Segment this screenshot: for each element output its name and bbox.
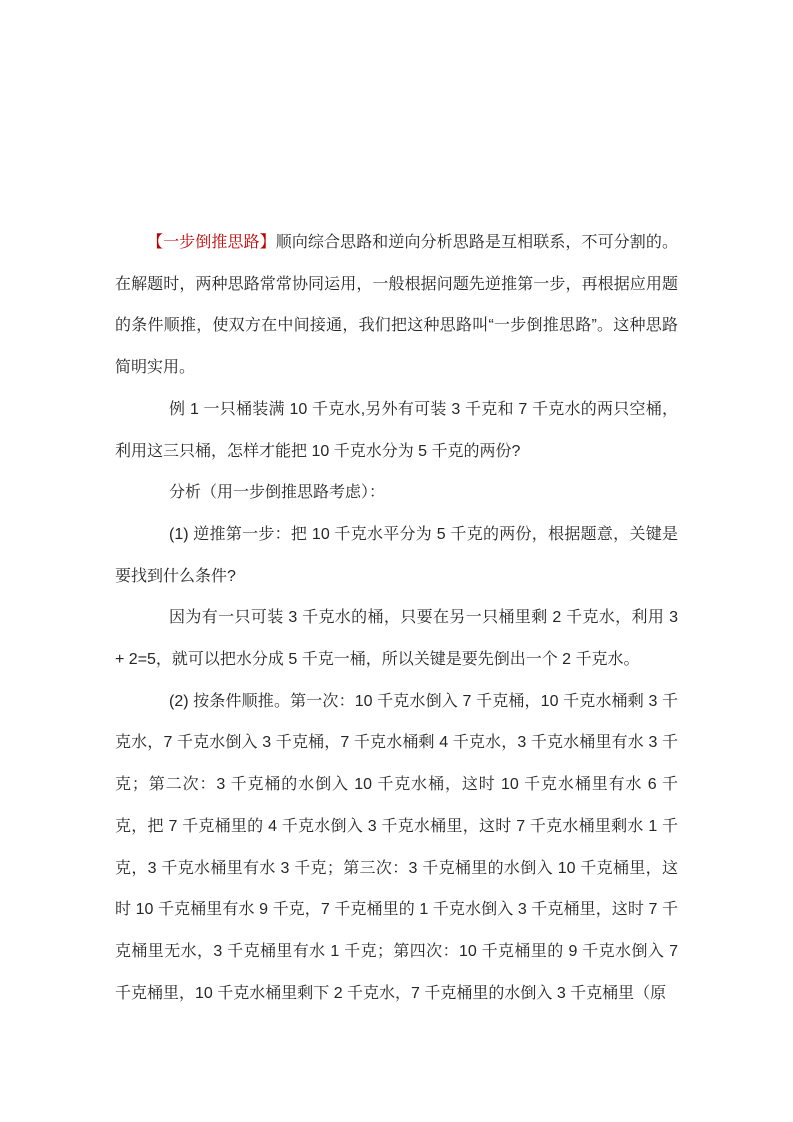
document-body — [115, 222, 678, 1014]
step-1-reverse-paragraph — [115, 514, 678, 597]
section-heading-bracket: 【一步倒推思路】 — [147, 234, 276, 251]
example-1-paragraph — [115, 389, 678, 472]
step-2-forward-paragraph — [115, 681, 678, 1015]
step-2-forward-text: (2) 按条件顺推。第一次：10 千克水倒入 7 千克桶，10 千克水桶剩 3 千克水，7 千克水倒入 3 千克桶，7 千克水桶剩 4 千克水，3 千克水桶里有水 3 千克；第二次：3 千克桶的水倒入 10 千克水桶，这时 10 千克水桶里有水 6 千克，把 7 千克桶里的 4 千克水倒入 3 千克水桶里，这时 7 千克水桶里剩水 1 千克，3 千克水桶里有水 3 千克；第三次：3 千克桶里的水倒入 10 千克桶里，这时 10 千克桶里有水 9 千克，7 千克桶里的 1 千克水倒入 3 千克桶里，这时 7 千克桶里无水，3 千克桶里有水 1 千克；第四次：10 千克桶里的 9 千克水倒入 7 千克桶里，10 千克水桶里剩下 2 千克水，7 千克桶里的水倒入 3 千克桶里（原 — [115, 692, 678, 1002]
analysis-label-paragraph — [115, 472, 678, 514]
reasoning-paragraph — [115, 597, 678, 680]
step-1-reverse-text: (1) 逆推第一步：把 10 千克水平分为 5 千克的两份，根据题意，关键是要找到什么条件? — [115, 525, 678, 585]
example-1-text: 例 1 一只桶装满 10 千克水,另外有可装 3 千克和 7 千克水的两只空桶，利用这三只桶，怎样才能把 10 千克水分为 5 千克的两份? — [115, 400, 678, 460]
analysis-label-text: 分析（用一步倒推思路考虑）： — [169, 484, 386, 502]
reasoning-text: 因为有一只可装 3 千克水的桶，只要在另一只桶里剩 2 千克水，利用 3 + 2=5，就可以把水分成 5 千克一桶，所以关键是要先倒出一个 2 千克水。 — [115, 609, 678, 669]
intro-paragraph-text: 顺向综合思路和逆向分析思路是互相联系，不可分割的。在解题时，两种思路常常协同运用，一般根据问题先逆推第一步，再根据应用题的条件顺推，使双方在中间接通，我们把这种思路叫“一步倒推思路”。这种思路简明实用。 — [115, 234, 678, 377]
intro-paragraph — [115, 222, 678, 389]
